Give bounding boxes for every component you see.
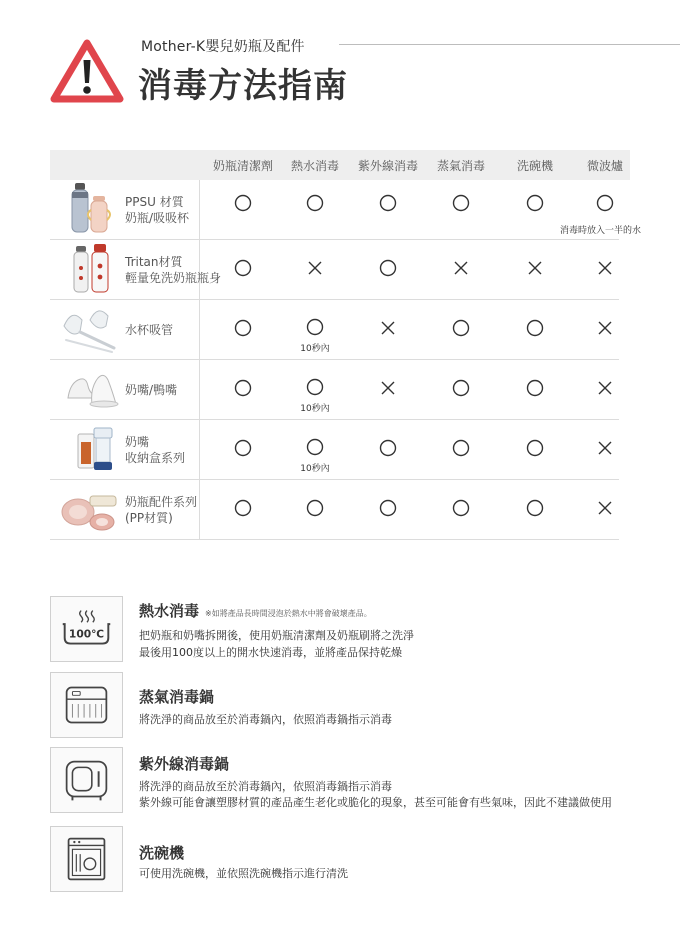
uv-sterilizer-icon <box>50 747 123 813</box>
mark-note: 消毒時放入一半的水 <box>560 226 642 236</box>
cross-mark-icon <box>594 317 616 339</box>
page-title: 消毒方法指南 <box>138 66 348 106</box>
method-title-hot-water <box>139 600 372 621</box>
hot-water-icon <box>50 596 123 662</box>
method-desc-line: 最後用100度以上的開水快速消毒，並將產品保持乾燥 <box>139 646 402 659</box>
circle-mark-icon <box>232 317 254 339</box>
nipple-case-image <box>54 420 124 480</box>
method-desc-line: 可使用洗碗機，並依照洗碗機指示進行清洗 <box>139 867 348 880</box>
circle-mark-icon <box>524 377 546 399</box>
steam-sterilizer-icon <box>50 672 123 738</box>
dishwasher-icon <box>50 826 123 892</box>
circle-mark-icon <box>304 436 326 458</box>
cross-mark-icon <box>450 257 472 279</box>
row-label-line1: PPSU 材質 <box>125 195 184 209</box>
circle-mark-icon <box>450 437 472 459</box>
col-header-microwave: 微波爐 <box>586 159 624 173</box>
nipple-image <box>54 360 124 420</box>
circle-mark-icon <box>450 377 472 399</box>
circle-mark-icon <box>594 192 616 214</box>
row-label-line1: Tritan材質 <box>125 255 183 269</box>
col-header-cleanser: 奶瓶清潔劑 <box>212 159 274 173</box>
cross-mark-icon <box>377 377 399 399</box>
row-label-line1: 奶瓶配件系列 <box>125 495 198 509</box>
circle-mark-icon <box>232 437 254 459</box>
circle-mark-icon <box>450 317 472 339</box>
row-label-line1: 奶嘴 <box>125 435 150 449</box>
circle-mark-icon <box>232 192 254 214</box>
circle-mark-icon <box>377 257 399 279</box>
circle-mark-icon <box>524 497 546 519</box>
mark-note: 10秒內 <box>300 404 330 414</box>
circle-mark-icon <box>304 192 326 214</box>
circle-mark-icon <box>377 437 399 459</box>
col-header-dishwasher: 洗碗機 <box>516 159 554 173</box>
cross-mark-icon <box>304 257 326 279</box>
row-label-line2: 輕量免洗奶瓶瓶身 <box>125 271 222 285</box>
circle-mark-icon <box>524 192 546 214</box>
mark-note: 10秒內 <box>300 344 330 354</box>
brand-name: Mother-K嬰兒奶瓶及配件 <box>141 39 305 55</box>
method-desc-line: 紫外線可能會讓塑膠材質的產品產生老化或脆化的現象，甚至可能會有些氣味，因此不建議做使用 <box>139 796 612 809</box>
circle-mark-icon <box>524 317 546 339</box>
circle-mark-icon <box>232 497 254 519</box>
circle-mark-icon <box>304 376 326 398</box>
circle-mark-icon <box>450 497 472 519</box>
method-title-uv: 紫外線消毒鍋 <box>139 755 230 773</box>
method-desc-line: 將洗淨的商品放至於消毒鍋內，依照消毒鍋指示消毒 <box>139 780 392 793</box>
circle-mark-icon <box>377 192 399 214</box>
temperature-badge: 100℃ <box>68 627 105 641</box>
method-title-text: 熱水消毒 <box>139 602 200 620</box>
row-label-line2: (PP材質) <box>125 511 173 525</box>
method-title-dishwasher: 洗碗機 <box>139 844 185 862</box>
tritan-bottle-image <box>54 240 124 300</box>
row-label-line2: 收納盒系列 <box>125 451 186 465</box>
method-desc-line: 把奶瓶和奶嘴拆開後，使用奶瓶清潔劑及奶瓶刷將之洗淨 <box>139 629 414 642</box>
circle-mark-icon <box>232 257 254 279</box>
col-header-steam: 蒸氣消毒 <box>436 159 486 173</box>
warning-icon <box>50 38 124 104</box>
method-title-steam: 蒸氣消毒鍋 <box>139 688 215 706</box>
cross-mark-icon <box>594 497 616 519</box>
col-header-uv: 紫外線消毒 <box>357 159 419 173</box>
cross-mark-icon <box>594 377 616 399</box>
row-label-line1: 奶嘴/鴨嘴 <box>125 383 178 397</box>
cross-mark-icon <box>524 257 546 279</box>
ppsu-bottle-image <box>54 180 124 240</box>
circle-mark-icon <box>524 437 546 459</box>
row-label-line2: 奶瓶/吸吸杯 <box>125 211 190 225</box>
method-desc-line: 將洗淨的商品放至於消毒鍋內，依照消毒鍋指示消毒 <box>139 713 392 726</box>
straw-image <box>54 300 124 360</box>
circle-mark-icon <box>377 497 399 519</box>
circle-mark-icon <box>232 377 254 399</box>
accessories-image <box>54 480 124 540</box>
header-divider <box>339 44 680 45</box>
col-header-hot-water: 熱水消毒 <box>290 159 340 173</box>
cross-mark-icon <box>594 437 616 459</box>
row-label-line1: 水杯吸管 <box>125 323 174 337</box>
circle-mark-icon <box>304 497 326 519</box>
cross-mark-icon <box>377 317 399 339</box>
circle-mark-icon <box>450 192 472 214</box>
mark-note: 10秒內 <box>300 464 330 474</box>
circle-mark-icon <box>304 316 326 338</box>
cross-mark-icon <box>594 257 616 279</box>
method-warning-note: ※如將產品長時間浸泡於熱水中將會破壞產品。 <box>205 609 372 618</box>
